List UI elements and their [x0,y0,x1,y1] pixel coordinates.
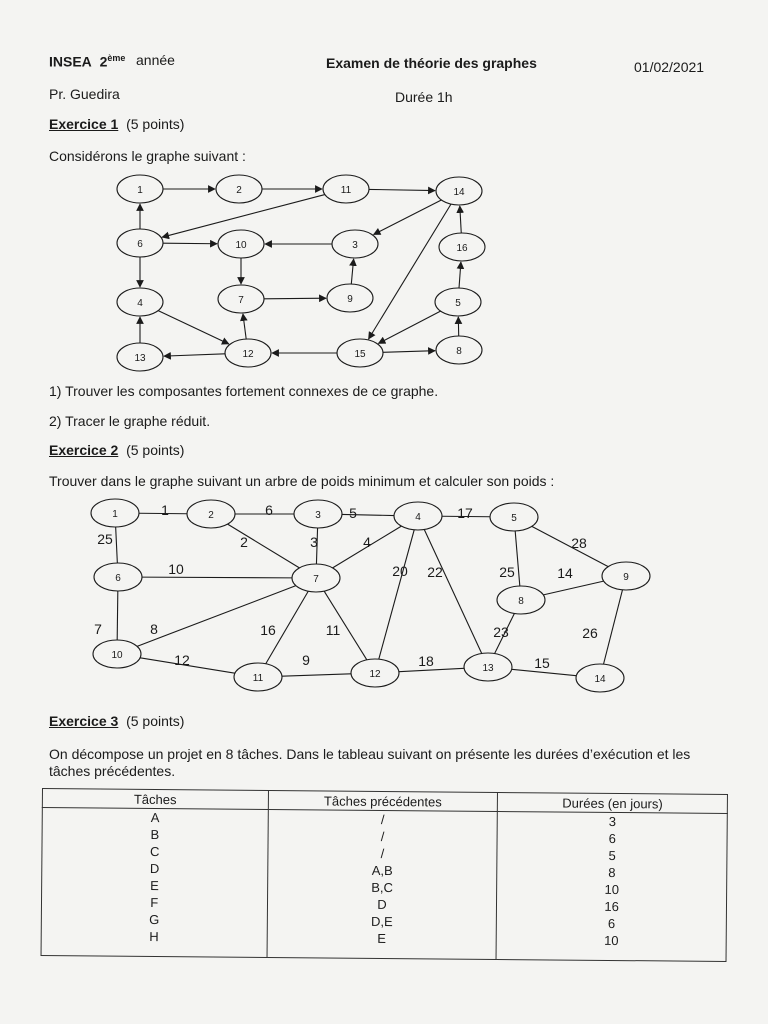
exercise-1-intro: Considérons le graphe suivant : [49,148,246,164]
node-label: 11 [252,673,264,684]
node-7 [292,564,340,592]
edge-weight: 16 [260,622,276,638]
edge-weight: 23 [493,624,509,640]
node-label: 14 [453,187,465,198]
edge-11-12 [282,674,351,676]
edge-9-14 [604,590,623,664]
node-label: 3 [315,510,321,521]
edge-weight: 3 [310,534,318,550]
task-cell: G [41,910,267,929]
column-header-predecessors: Tâches précédentes [268,790,498,811]
node-2 [187,500,235,528]
edge-5-9 [532,526,608,566]
node-label: 5 [511,513,517,524]
exercise-3-heading: Exercice 3 (5 points) [49,713,185,729]
duration-cell: 5 [497,846,727,865]
edge-weight: 9 [302,652,310,668]
predecessor-cell: / [268,827,498,846]
duration-cell: 3 [497,811,727,831]
edge-weight: 18 [418,653,434,669]
node-label: 10 [111,650,123,661]
task-cell: F [41,893,267,912]
node-3 [294,500,342,528]
node-label: 12 [242,349,254,360]
predecessor-cell: / [268,809,498,829]
predecessor-cell: A,B [267,861,497,880]
edge-8-9 [543,581,603,595]
duration-cell: 8 [497,863,727,882]
edge-4-12 [379,530,414,659]
node-label: 2 [208,510,214,521]
edge-weight: 22 [427,564,443,580]
column-header-durations: Durées (en jours) [498,792,728,813]
task-cell: E [42,876,268,895]
tasks-table [41,788,728,962]
node-label: 6 [137,239,143,250]
predecessor-cell: D [267,895,497,914]
node-14 [576,664,624,692]
task-cell: C [42,842,268,861]
task-cell: A [42,808,268,827]
node-label: 13 [482,663,494,674]
edge-weight: 4 [363,534,371,550]
edge-weight: 28 [571,535,587,551]
node-label: 8 [518,596,524,607]
edge-2-7 [228,524,300,568]
edge-6-10 [117,591,118,640]
edge-weight: 2 [240,534,248,550]
predecessor-cell: B,C [267,878,497,897]
predecessor-cell: E [267,929,497,960]
edge-weight: 20 [392,563,408,579]
node-label: 7 [313,574,319,585]
predecessor-cell: D,E [267,912,497,931]
exam-title: Examen de théorie des graphes [326,55,537,71]
edge-weight: 10 [168,561,184,577]
task-cell: H [41,927,267,957]
table-row [41,927,726,961]
edge-weight: 1 [161,502,169,518]
exercise-2-heading: Exercice 2 (5 points) [49,442,185,458]
edge-4-13 [424,530,481,654]
edge-5-8 [515,531,520,586]
edge-6-7 [142,577,292,578]
node-label: 16 [456,243,468,254]
exam-duration: Durée 1h [395,89,453,105]
edge-weight: 25 [499,564,515,580]
edge-weight: 11 [325,622,341,638]
node-label: 13 [134,353,146,364]
node-label: 3 [352,240,358,251]
edge-weight: 8 [150,621,158,637]
column-header-tasks: Tâches [42,789,268,810]
edge-weight: 14 [557,565,573,581]
exercise-1-question-2: 2) Tracer le graphe réduit. [49,413,211,429]
node-label: 1 [112,509,118,520]
node-label: 10 [235,240,247,251]
node-9 [602,562,650,590]
exercise-1-question-1: 1) Trouver les composantes fortement connexes de ce graphe. [49,383,439,399]
exercise-1-heading: Exercice 1 (5 points) [49,116,185,132]
node-label: 7 [238,295,244,306]
edge-weight: 17 [457,505,473,521]
edge-weight: 15 [534,655,550,671]
node-label: 12 [369,669,381,680]
edge-1-6 [116,527,118,563]
edge-weight: 5 [349,505,357,521]
node-4 [394,502,442,530]
duration-cell: 6 [497,829,727,848]
node-6 [94,563,142,591]
edge-weight: 12 [174,652,190,668]
node-label: 9 [347,294,353,305]
node-13 [464,653,512,681]
professor-name: Pr. Guedira [49,86,120,102]
node-label: 15 [354,349,366,360]
edge-weight: 6 [265,502,273,518]
node-12 [351,659,399,687]
exercise-2-intro: Trouver dans le graphe suivant un arbre de poids minimum et calculer son poids : [49,473,555,489]
node-label: 11 [340,185,352,196]
node-label: 2 [236,185,242,196]
node-label: 6 [115,573,121,584]
node-5 [490,503,538,531]
duration-cell: 6 [497,914,727,933]
exercise-3-intro-line-1: On décompose un projet en 8 tâches. Dans le tableau suivant on présente les durées d’exécution et les [49,746,691,762]
node-label: 4 [137,298,143,309]
school-year: année [136,52,175,68]
task-cell: B [42,825,268,844]
exercise-3-intro-line-2: tâches précédentes. [49,763,176,779]
school-name: INSEA 2ème [49,53,126,70]
node-10 [93,640,141,668]
task-cell: D [42,859,268,878]
node-label: 5 [455,298,461,309]
node-label: 14 [594,674,606,685]
duration-cell: 10 [496,931,726,962]
duration-cell: 16 [497,897,727,916]
edge-weight: 7 [94,621,102,637]
node-label: 9 [623,572,629,583]
edge-weight: 26 [582,625,598,641]
duration-cell: 10 [497,880,727,899]
exam-date: 01/02/2021 [634,59,705,75]
node-label: 4 [415,512,421,523]
edge-weight: 25 [97,531,113,547]
node-1 [91,499,139,527]
node-11 [234,663,282,691]
predecessor-cell: / [268,844,498,863]
node-8 [497,586,545,614]
node-label: 8 [456,346,462,357]
node-label: 1 [137,185,143,196]
